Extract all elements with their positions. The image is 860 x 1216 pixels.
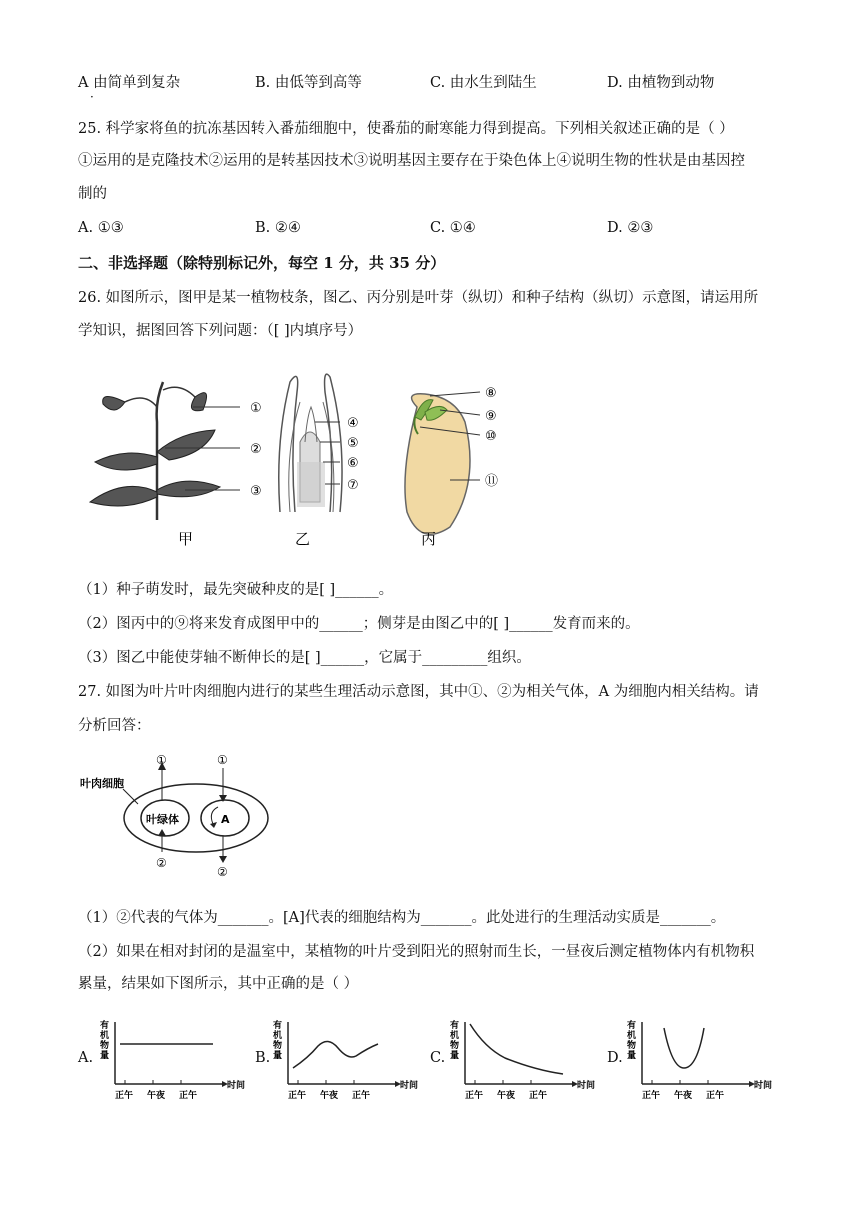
graph-ylabel-char: 有 (273, 1021, 283, 1031)
graph-ylabel-char: 量 (450, 1051, 460, 1061)
section-heading: 二、非选择题（除特别标记外，每空 1 分，共 35 分） (78, 254, 446, 272)
graph-ylabel-char: 机 (100, 1031, 110, 1041)
callout-4: ④ (347, 416, 359, 431)
gas-1-right: ① (217, 753, 228, 767)
graph-a-axes (100, 1019, 245, 1100)
graph-tick-label: 午夜 (674, 1091, 693, 1100)
graph-tick-label: 午夜 (320, 1091, 339, 1100)
graph-c-curve (470, 1024, 563, 1074)
graph-ylabel-char: 机 (450, 1031, 460, 1041)
q25-line2: ①运用的是克隆技术②运用的是转基因技术③说明基因主要存在于染色体上④说明生物的性状是由基因控 (78, 153, 745, 169)
q27-sub2-line1: （2）如果在相对封闭的是温室中，某植物的叶片受到阳光的照射而生长，一昼夜后测定植物体内有机物积 (78, 944, 755, 960)
graph-ylabel-char: 有 (100, 1021, 110, 1031)
figure-label-bing: 丙 (421, 530, 437, 548)
callout-2: ② (250, 442, 262, 457)
q25-option-a: A. ①③ (78, 220, 124, 236)
q25-option-c: C. ①④ (430, 220, 476, 236)
graph-ylabel-char: 量 (273, 1051, 283, 1061)
graph-ylabel-char: 机 (273, 1031, 283, 1041)
graph-tick-label: 正午 (465, 1091, 484, 1100)
graph-xlabel: 时间 (754, 1081, 773, 1091)
graph-ylabel-char: 物 (273, 1041, 283, 1051)
q27-sub2-line2: 累量，结果如下图所示，其中正确的是（ ） (78, 976, 359, 992)
q27-sub1: （1）②代表的气体为_______。[A]代表的细胞结构为_______。此处进行的生理活动实质是_______。 (78, 910, 726, 926)
graph-ylabel-char: 物 (627, 1041, 637, 1051)
graph-tick-label: 正午 (115, 1091, 134, 1100)
graph-tick-label: 正午 (352, 1091, 371, 1100)
graph-d (622, 1018, 787, 1100)
graph-tick-label: 午夜 (147, 1091, 166, 1100)
cell-label: 叶肉细胞 (80, 777, 124, 790)
graph-option-a-label: A. (78, 1050, 94, 1066)
q24-option-c: C. 由水生到陆生 (430, 75, 537, 91)
callout-5: ⑤ (347, 436, 359, 451)
cell-diagram (78, 752, 278, 882)
q26-sub3: （3）图乙中能使芽轴不断伸长的是[ ]______，它属于_________组织。 (78, 650, 531, 666)
branch-drawing (90, 382, 220, 520)
callout-8: ⑧ (485, 386, 497, 401)
bud-drawing (279, 374, 342, 512)
graph-c (445, 1018, 610, 1100)
q26-sub2: （2）图丙中的⑨将来发育成图甲中的______；侧芽是由图乙中的[ ]______发育而来的。 (78, 616, 640, 632)
graph-option-c-label: C. (430, 1050, 446, 1066)
q27-stem-line2: 分析回答： (78, 718, 151, 734)
q24-option-b: B. 由低等到高等 (255, 75, 362, 91)
callout-3: ③ (250, 484, 262, 499)
q25-line3: 制的 (78, 186, 107, 202)
gas-2-left: ② (156, 856, 167, 870)
q25-stem: 25. 科学家将鱼的抗冻基因转入番茄细胞中，使番茄的耐寒能力得到提高。下列相关叙述正确的是（ ） (78, 121, 734, 137)
graph-ylabel-char: 量 (627, 1051, 637, 1061)
gas-2-right: ② (217, 865, 228, 879)
q25-option-b: B. ②④ (255, 220, 301, 236)
figure-label-jia: 甲 (178, 530, 194, 548)
graph-tick-label: 正午 (288, 1091, 307, 1100)
q25-option-d: D. ②③ (607, 220, 654, 236)
callout-11: ⑪ (485, 474, 499, 489)
structure-a-label: A (221, 813, 230, 826)
q26-sub1: （1）种子萌发时，最先突破种皮的是[ ]______。 (78, 582, 394, 598)
graph-ylabel-char: 量 (100, 1051, 110, 1061)
q26-stem-line1: 26. 如图所示，图甲是某一植物枝条，图乙、丙分别是叶芽（纵切）和种子结构（纵切）示意图，请运用所 (78, 290, 759, 306)
graph-ylabel-char: 有 (627, 1021, 637, 1031)
callout-1: ① (250, 401, 262, 416)
figure-label-yi: 乙 (295, 530, 311, 548)
q26-stem-line2: 学知识，据图回答下列问题：（[ ]内填序号） (78, 323, 363, 339)
graph-tick-label: 午夜 (497, 1091, 516, 1100)
callout-10: ⑩ (485, 429, 497, 444)
graph-b-curve (293, 1041, 378, 1068)
q24-option-a: A 由简单到复杂 (78, 75, 181, 91)
graph-tick-label: 正午 (642, 1091, 661, 1100)
graph-b (268, 1018, 433, 1100)
callout-7: ⑦ (347, 478, 359, 493)
q24-option-d: D. 由植物到动物 (607, 75, 715, 91)
graph-ylabel-char: 物 (100, 1041, 110, 1051)
graph-a (95, 1018, 260, 1100)
graph-xlabel: 时间 (577, 1081, 596, 1091)
graph-xlabel: 时间 (227, 1081, 246, 1091)
q27-stem-line1: 27. 如图为叶片叶肉细胞内进行的某些生理活动示意图，其中①、②为相关气体，A 为细胞内相关结构。请 (78, 684, 759, 700)
dot-mark: · (90, 90, 94, 104)
graph-tick-label: 正午 (179, 1091, 198, 1100)
graph-xlabel: 时间 (400, 1081, 419, 1091)
graph-tick-label: 正午 (706, 1091, 725, 1100)
callout-6: ⑥ (347, 456, 359, 471)
graph-option-d-label: D. (607, 1050, 623, 1066)
graph-ylabel-char: 有 (450, 1021, 460, 1031)
graph-ylabel-char: 物 (450, 1041, 460, 1051)
graph-d-curve (664, 1028, 704, 1068)
gas-1-left: ① (156, 753, 167, 767)
plant-figure (85, 362, 515, 557)
seed-drawing (405, 394, 470, 535)
graph-ylabel-char: 机 (627, 1031, 637, 1041)
chloroplast-label: 叶绿体 (146, 813, 179, 826)
graph-tick-label: 正午 (529, 1091, 548, 1100)
callout-9: ⑨ (485, 409, 497, 424)
graph-option-b-label: B. (255, 1050, 271, 1066)
